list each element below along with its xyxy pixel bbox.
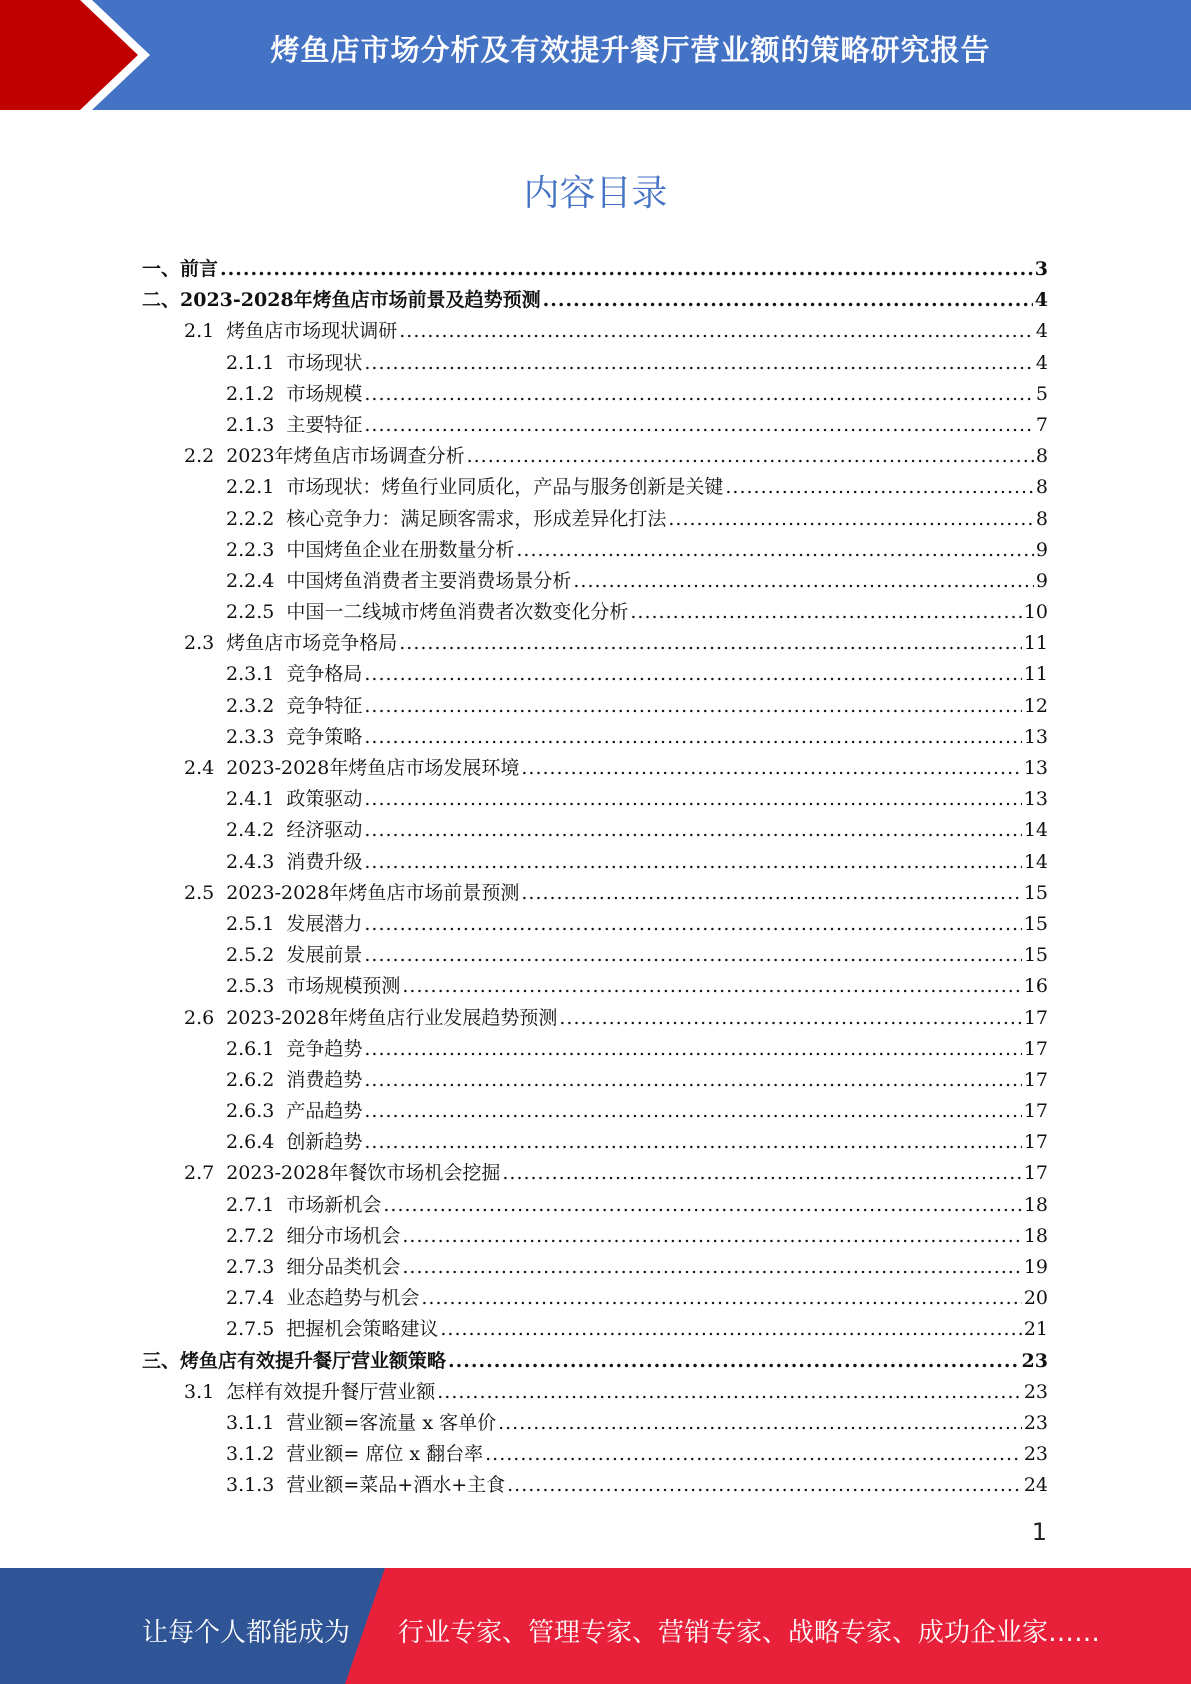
toc-entry[interactable]	[142, 379, 1048, 410]
toc-entry-page: 23	[1023, 1443, 1048, 1466]
toc-entry[interactable]	[142, 659, 1048, 690]
toc-entry-number: 2.4	[184, 757, 215, 779]
toc-entry-number: 二、	[142, 289, 181, 312]
toc-entry[interactable]	[142, 815, 1048, 846]
toc-entry-title: 2023年烤鱼店市场调查分析	[226, 445, 465, 468]
toc-entry-number: 2.4.1	[226, 788, 275, 811]
toc-entry-number: 2.1.1	[226, 351, 275, 374]
toc-dot-leader	[630, 597, 1021, 628]
toc-entry-title: 前言	[180, 258, 219, 280]
toc-entry-number: 2.6.1	[226, 1037, 275, 1060]
toc-dot-leader	[364, 784, 1021, 815]
toc-entry-number: 2.7.4	[226, 1287, 275, 1310]
toc-entry-number: 三、	[142, 1349, 181, 1372]
toc-entry-number: 2.5.1	[226, 912, 275, 935]
toc-entry-page: 9	[1035, 538, 1048, 561]
toc-entry-title: 2023-2028年烤鱼店市场前景预测	[226, 881, 520, 904]
toc-entry-title: 2023-2028年烤鱼店市场发展环境	[226, 757, 520, 779]
toc-dot-leader	[543, 285, 1033, 316]
toc-dot-leader	[364, 1127, 1021, 1158]
toc-entry-title: 市场现状：烤鱼行业同质化，产品与服务创新是关键	[286, 476, 724, 499]
toc-entry[interactable]	[142, 254, 1048, 285]
toc-entry-page: 8	[1035, 476, 1048, 499]
toc-entry-number: 2.4.3	[226, 850, 275, 873]
toc-dot-leader	[364, 659, 1021, 690]
report-header	[0, 0, 1191, 110]
toc-entry-page: 19	[1023, 1256, 1048, 1278]
toc-entry-number: 2.7.5	[226, 1318, 275, 1341]
footer-banner	[0, 1568, 1191, 1684]
toc-entry-title: 市场规模预测	[286, 975, 401, 998]
footer-slogan-right: 行业专家、管理专家、营销专家、战略专家、成功企业家……	[398, 1618, 1101, 1648]
toc-dot-leader	[364, 691, 1021, 722]
toc-entry-title: 中国烤鱼消费者主要消费场景分析	[286, 569, 572, 592]
toc-entry[interactable]	[142, 940, 1048, 971]
toc-entry-number: 2.7.1	[226, 1193, 275, 1216]
toc-dot-leader	[364, 940, 1021, 971]
toc-entry[interactable]	[142, 909, 1048, 940]
toc-dot-leader	[402, 1252, 1021, 1283]
toc-entry-title: 烤鱼店市场竞争格局	[226, 632, 398, 655]
toc-entry-title: 竞争格局	[286, 663, 363, 686]
toc-dot-leader	[467, 441, 1034, 472]
toc-entry[interactable]	[142, 1470, 1048, 1501]
toc-entry-number: 2.1.2	[226, 382, 275, 405]
toc-entry-title: 细分市场机会	[286, 1224, 401, 1247]
toc-dot-leader	[502, 1158, 1021, 1189]
toc-entry-number: 2.2.3	[226, 538, 275, 561]
toc-entry-page: 18	[1023, 1224, 1048, 1247]
toc-entry-title: 2023-2028年餐饮市场机会挖掘	[226, 1162, 501, 1185]
toc-entry-page: 3	[1034, 258, 1048, 280]
toc-entry-number: 2.6.3	[226, 1100, 275, 1123]
toc-entry[interactable]	[142, 348, 1048, 379]
toc-dot-leader	[440, 1314, 1021, 1345]
toc-entry-title: 消费升级	[286, 850, 363, 873]
toc-entry[interactable]	[142, 410, 1048, 441]
toc-entry-page: 8	[1035, 445, 1048, 468]
toc-entry-page: 20	[1023, 1287, 1048, 1310]
toc-entry[interactable]	[142, 504, 1048, 535]
toc-entry-title: 发展潜力	[286, 912, 363, 935]
toc-entry-title: 烤鱼店有效提升餐厅营业额策略	[180, 1349, 447, 1372]
toc-entry-number: 2.3	[184, 632, 215, 655]
toc-entry[interactable]	[142, 1190, 1048, 1221]
toc-entry-title: 产品趋势	[286, 1100, 363, 1123]
toc-entry-number: 2.5.2	[226, 944, 275, 967]
toc-entry-number: 2.2.1	[226, 476, 275, 499]
toc-entry[interactable]	[142, 784, 1048, 815]
footer-slogan-left: 让每个人都能成为	[142, 1618, 351, 1648]
toc-entry-number: 2.2	[184, 445, 215, 468]
toc-dot-leader	[364, 1034, 1021, 1065]
toc-entry[interactable]	[142, 441, 1048, 472]
toc-entry-number: 2.7.2	[226, 1224, 275, 1247]
toc-entry-page: 17	[1023, 1131, 1048, 1154]
toc-entry-title: 烤鱼店市场现状调研	[226, 320, 398, 343]
toc-dot-leader	[364, 909, 1021, 940]
toc-entry-page: 23	[1023, 1380, 1048, 1403]
toc-entry-page: 11	[1023, 632, 1048, 655]
toc-entry-page: 10	[1023, 601, 1048, 624]
toc-entry-page: 4	[1035, 351, 1048, 374]
toc-entry[interactable]	[142, 1283, 1048, 1314]
toc-entry-title: 把握机会策略建议	[286, 1318, 439, 1341]
toc-entry-page: 8	[1035, 507, 1048, 530]
toc-dot-leader	[402, 1221, 1021, 1252]
toc-entry-title: 主要特征	[286, 413, 363, 436]
toc-entry[interactable]	[142, 691, 1048, 722]
toc-entry-number: 2.6.2	[226, 1068, 275, 1091]
toc-entry-number: 2.2.4	[226, 569, 275, 592]
toc-entry-title: 业态趋势与机会	[286, 1287, 420, 1310]
toc-entry[interactable]	[142, 597, 1048, 628]
toc-entry-title: 中国烤鱼企业在册数量分析	[286, 538, 515, 561]
toc-entry-number: 2.1.3	[226, 413, 275, 436]
toc-entry-page: 17	[1023, 1037, 1048, 1060]
toc-dot-leader	[725, 472, 1034, 503]
toc-entry-page: 9	[1035, 569, 1048, 592]
toc-entry-page: 7	[1035, 413, 1048, 436]
toc-entry-number: 2.3.3	[226, 725, 275, 748]
toc-entry-page: 15	[1023, 912, 1048, 935]
report-title: 烤鱼店市场分析及有效提升餐厅营业额的策略研究报告	[270, 33, 991, 67]
toc-dot-leader	[364, 847, 1021, 878]
header-arrow-graphic	[0, 0, 160, 110]
toc-entry[interactable]	[142, 753, 1048, 784]
toc-entry-number: 2.7	[184, 1162, 215, 1185]
toc-dot-leader	[437, 1377, 1022, 1408]
toc-entry[interactable]	[142, 285, 1048, 316]
toc-entry[interactable]	[142, 971, 1048, 1002]
toc-entry-title: 政策驱动	[286, 788, 363, 811]
toc-entry[interactable]	[142, 1408, 1048, 1439]
toc-entry-page: 13	[1023, 757, 1048, 779]
toc-entry-page: 21	[1023, 1318, 1048, 1341]
toc-entry[interactable]	[142, 1221, 1048, 1252]
toc-entry-title: 竞争趋势	[286, 1037, 363, 1060]
toc-entry-page: 17	[1023, 1162, 1048, 1185]
toc-dot-leader	[364, 815, 1021, 846]
toc-entry-number: 2.4.2	[226, 819, 275, 842]
toc-entry-number: 2.6	[184, 1006, 215, 1029]
toc-entry[interactable]	[142, 878, 1048, 909]
toc-entry-title: 市场现状	[286, 351, 363, 374]
toc-entry[interactable]	[142, 628, 1048, 659]
toc-entry-number: 一、	[142, 258, 181, 280]
toc-entry-page: 16	[1023, 975, 1048, 998]
toc-dot-leader	[364, 1065, 1021, 1096]
toc-entry-page: 11	[1023, 663, 1048, 686]
toc-entry-page: 4	[1034, 289, 1048, 312]
toc-entry-title: 竞争特征	[286, 694, 363, 717]
toc-entry[interactable]	[142, 1096, 1048, 1127]
toc-entry-title: 营业额= 席位 x 翻台率	[286, 1443, 484, 1466]
toc-entry-title: 发展前景	[286, 944, 363, 967]
page-number: 1	[1031, 1518, 1047, 1546]
toc-dot-leader	[516, 535, 1034, 566]
toc-entry[interactable]	[142, 1065, 1048, 1096]
toc-dot-leader	[485, 1439, 1022, 1470]
toc-entry-page: 13	[1023, 725, 1048, 748]
toc-entry[interactable]	[142, 535, 1048, 566]
toc-entry-page: 13	[1023, 788, 1048, 811]
toc-entry-number: 3.1	[184, 1380, 215, 1403]
toc-entry-page: 23	[1023, 1411, 1048, 1434]
toc-entry-title: 消费趋势	[286, 1068, 363, 1091]
toc-entry-title: 细分品类机会	[286, 1256, 401, 1278]
toc-entry[interactable]	[142, 566, 1048, 597]
toc-dot-leader	[559, 1003, 1021, 1034]
toc-dot-leader	[364, 410, 1034, 441]
toc-dot-leader	[364, 722, 1021, 753]
toc-entry-title: 营业额=客流量 x 客单价	[286, 1411, 497, 1434]
toc-entry-page: 14	[1023, 819, 1048, 842]
toc-entry[interactable]	[142, 1314, 1048, 1345]
toc-dot-leader	[220, 254, 1033, 285]
toc-entry-page: 17	[1023, 1100, 1048, 1123]
toc-entry[interactable]	[142, 1034, 1048, 1065]
toc-entry[interactable]	[142, 1377, 1048, 1408]
toc-entry-page: 15	[1023, 944, 1048, 967]
toc-entry-title: 怎样有效提升餐厅营业额	[226, 1380, 436, 1403]
toc-entry-number: 2.2.5	[226, 601, 275, 624]
toc-dot-leader	[364, 1096, 1021, 1127]
toc-entry-page: 24	[1023, 1474, 1048, 1497]
toc-entry-title: 2023-2028年烤鱼店行业发展趋势预测	[226, 1006, 558, 1029]
toc-entry-number: 2.1	[184, 320, 215, 343]
toc-entry[interactable]	[142, 847, 1048, 878]
toc-entry-page: 12	[1023, 694, 1048, 717]
toc-entry[interactable]	[142, 316, 1048, 347]
toc-entry-number: 3.1.1	[226, 1411, 275, 1434]
toc-entry[interactable]	[142, 722, 1048, 753]
toc-entry-title: 市场新机会	[286, 1193, 382, 1216]
toc-entry[interactable]	[142, 1003, 1048, 1034]
toc-entry-number: 2.5.3	[226, 975, 275, 998]
toc-dot-leader	[383, 1190, 1021, 1221]
toc-dot-leader	[521, 878, 1021, 909]
toc-entry[interactable]	[142, 1346, 1048, 1377]
toc-dot-leader	[421, 1283, 1021, 1314]
toc-entry-number: 2.5	[184, 881, 215, 904]
toc-entry-title: 营业额=菜品+酒水+主食	[286, 1474, 506, 1497]
toc-entry[interactable]	[142, 1252, 1048, 1283]
toc-entry-title: 中国一二线城市烤鱼消费者次数变化分析	[286, 601, 629, 624]
toc-entry-page: 18	[1023, 1193, 1048, 1216]
toc-dot-leader	[399, 628, 1022, 659]
toc-entry-page: 5	[1035, 382, 1048, 405]
table-of-contents	[142, 254, 1048, 1502]
toc-entry-number: 2.7.3	[226, 1256, 275, 1278]
toc-dot-leader	[364, 348, 1034, 379]
toc-entry-page: 17	[1023, 1068, 1048, 1091]
toc-entry-number: 2.3.1	[226, 663, 275, 686]
toc-entry-number: 3.1.3	[226, 1474, 275, 1497]
toc-entry-title: 经济驱动	[286, 819, 363, 842]
toc-entry-page: 4	[1035, 320, 1048, 343]
toc-heading: 内容目录	[523, 173, 668, 214]
toc-dot-leader	[399, 316, 1034, 347]
toc-entry-number: 2.6.4	[226, 1131, 275, 1154]
toc-entry-title: 市场规模	[286, 382, 363, 405]
toc-dot-leader	[498, 1408, 1022, 1439]
toc-entry-title: 核心竞争力：满足顾客需求，形成差异化打法	[286, 507, 667, 530]
toc-entry[interactable]	[142, 1158, 1048, 1189]
toc-entry-number: 2.3.2	[226, 694, 275, 717]
toc-dot-leader	[507, 1470, 1022, 1501]
toc-dot-leader	[448, 1346, 1020, 1377]
toc-dot-leader	[364, 379, 1034, 410]
toc-dot-leader	[402, 971, 1021, 1002]
toc-entry[interactable]	[142, 1439, 1048, 1470]
toc-entry-page: 15	[1023, 881, 1048, 904]
toc-entry-number: 3.1.2	[226, 1443, 275, 1466]
toc-dot-leader	[668, 504, 1034, 535]
toc-entry-title: 创新趋势	[286, 1131, 363, 1154]
toc-dot-leader	[573, 566, 1034, 597]
toc-entry-title: 竞争策略	[286, 725, 363, 748]
toc-entry-page: 23	[1021, 1349, 1048, 1372]
toc-entry-number: 2.2.2	[226, 507, 275, 530]
toc-dot-leader	[521, 753, 1021, 784]
toc-entry-page: 14	[1023, 850, 1048, 873]
toc-entry[interactable]	[142, 1127, 1048, 1158]
toc-entry[interactable]	[142, 472, 1048, 503]
toc-entry-title: 2023-2028年烤鱼店市场前景及趋势预测	[180, 289, 541, 312]
toc-entry-page: 17	[1023, 1006, 1048, 1029]
